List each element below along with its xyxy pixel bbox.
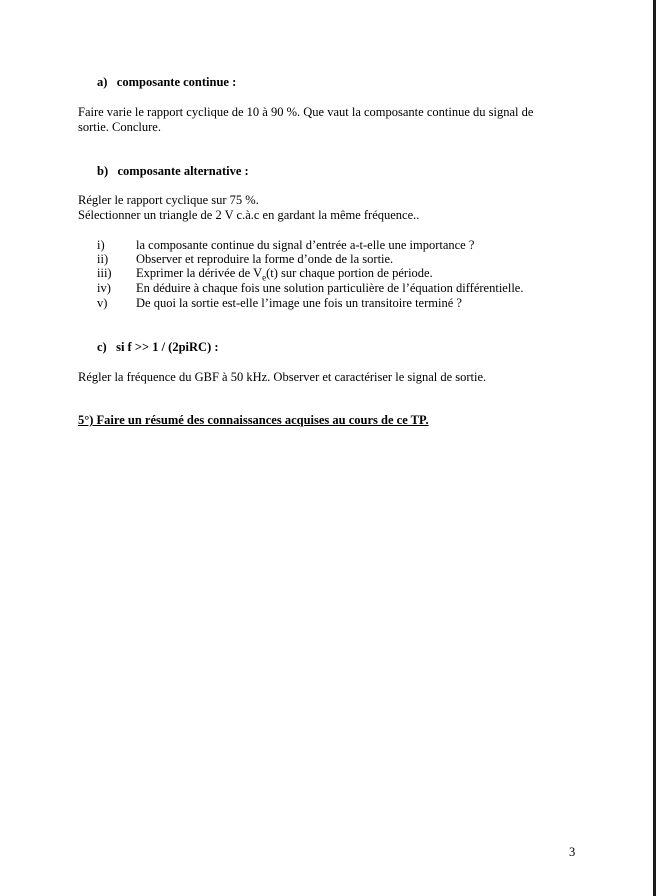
section-b-label: b) — [97, 164, 109, 178]
section-b-line1: Régler le rapport cyclique sur 75 %. — [78, 193, 259, 207]
item-text: De quoi la sortie est-elle l’image une fois un transitoire terminé ? — [136, 296, 462, 310]
section-c-heading — [97, 340, 219, 355]
item-number: iii) — [97, 266, 112, 280]
section-a-body-line1: Faire varie le rapport cyclique de 10 à 90 %. Que vaut la composante continue du signal de — [78, 105, 534, 119]
section-c-title: si f >> 1 / (2piRC) : — [116, 340, 219, 354]
section-a-label: a) — [97, 75, 108, 89]
section-b-line2: Sélectionner un triangle de 2 V c.à.c en gardant la même fréquence.. — [78, 208, 420, 222]
section-b-title: composante alternative : — [117, 164, 249, 178]
item-number: v) — [97, 296, 108, 310]
item-number: i) — [97, 238, 105, 252]
item-text: la composante continue du signal d’entrée a-t-elle une importance ? — [136, 238, 475, 252]
item-text: Observer et reproduire la forme d’onde de la sortie. — [136, 252, 394, 266]
section-c-body: Régler la fréquence du GBF à 50 kHz. Observer et caractériser le signal de sortie. — [78, 370, 487, 384]
item-number: iv) — [97, 281, 111, 295]
section-a-title: composante continue : — [116, 75, 237, 89]
item-text: En déduire à chaque fois une solution particulière de l’équation différentielle. — [136, 281, 524, 295]
section-a-body-line2: sortie. Conclure. — [78, 120, 161, 134]
item-number: ii) — [97, 252, 109, 266]
section-a-heading — [97, 75, 236, 90]
item-text-subscript: e — [262, 272, 267, 283]
section-5-title: 5°) Faire un résumé des connaissances acquises au cours de ce TP. — [78, 413, 429, 427]
item-text-post: (t) sur chaque portion de période. — [266, 266, 433, 280]
item-text-pre: Exprimer la dérivée de V — [136, 266, 263, 280]
page-number: 3 — [569, 845, 576, 859]
item-text — [136, 266, 433, 281]
section-c-label: c) — [97, 340, 107, 354]
section-b-heading — [97, 164, 249, 179]
